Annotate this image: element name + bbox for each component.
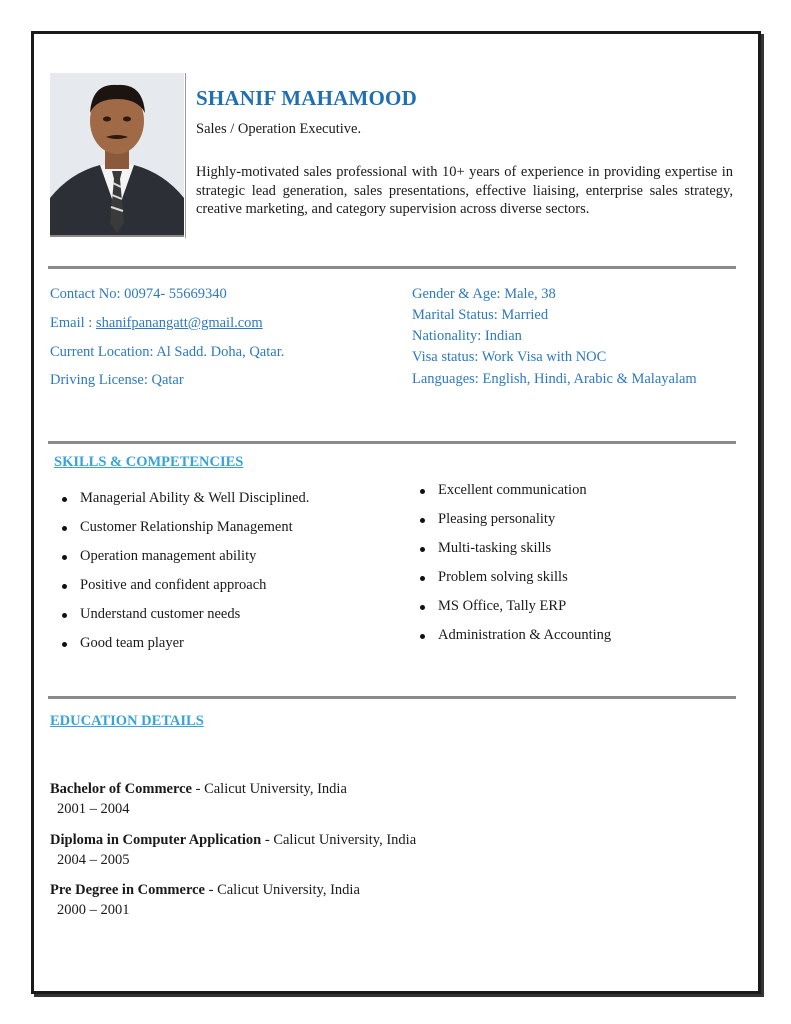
contact-license: Driving License: Qatar: [50, 372, 184, 388]
skill-item: Excellent communication: [412, 482, 611, 511]
skill-item: Pleasing personality: [412, 511, 611, 540]
contact-phone: Contact No: 00974- 55669340: [50, 286, 227, 302]
personal-gender-age: Gender & Age: Male, 38: [412, 286, 556, 302]
section-divider: [48, 266, 736, 269]
skill-item: MS Office, Tally ERP: [412, 598, 611, 627]
section-divider: [48, 696, 736, 699]
skill-item: Multi-tasking skills: [412, 540, 611, 569]
profile-photo-illustration: [50, 73, 184, 235]
skill-item: Administration & Accounting: [412, 627, 611, 656]
skills-list-right: [412, 482, 611, 656]
education-years: 2001 – 2004: [57, 801, 130, 817]
personal-visa: Visa status: Work Visa with NOC: [412, 349, 607, 365]
profile-photo: [50, 73, 184, 237]
contact-email-label: Email :: [50, 315, 96, 331]
education-institution: - Calicut University, India: [205, 882, 360, 898]
skills-list-left: [54, 490, 309, 664]
skill-item: Understand customer needs: [54, 606, 309, 635]
skill-item: Managerial Ability & Well Disciplined.: [54, 490, 309, 519]
education-heading: EDUCATION DETAILS: [50, 713, 204, 729]
education-years: 2000 – 2001: [57, 902, 130, 918]
contact-email-link[interactable]: shanifpanangatt@gmail.com: [95, 315, 263, 331]
education-institution: - Calicut University, India: [261, 832, 417, 848]
section-divider: [48, 441, 736, 444]
education-item: [50, 781, 347, 818]
personal-nationality: Nationality: Indian: [412, 328, 522, 344]
education-item: [50, 832, 416, 869]
photo-divider: [185, 73, 186, 238]
education-years: 2004 – 2005: [57, 852, 130, 868]
candidate-name: SHANIF MAHAMOOD: [196, 86, 417, 110]
profile-summary: Highly-motivated sales professional with 10+ years of experience in providing expertise in strategic lead generation, sales presentations, effective liaising, enterprise sales strategy, creative marketing, and category supervision across diverse sectors.: [196, 164, 733, 217]
skills-heading: SKILLS & COMPETENCIES: [54, 454, 244, 470]
education-degree: Diploma in Computer Application: [50, 832, 262, 848]
skill-item: Positive and confident approach: [54, 577, 309, 606]
education-institution: - Calicut University, India: [192, 781, 347, 797]
education-degree: Bachelor of Commerce: [50, 781, 192, 797]
skill-item: Customer Relationship Management: [54, 519, 309, 548]
education-item: [50, 882, 360, 919]
education-degree: Pre Degree in Commerce: [50, 882, 205, 898]
contact-email-row: [50, 315, 263, 332]
skill-item: Operation management ability: [54, 548, 309, 577]
contact-location: Current Location: Al Sadd. Doha, Qatar.: [50, 344, 285, 360]
job-title: Sales / Operation Executive.: [196, 121, 362, 137]
personal-languages: Languages: English, Hindi, Arabic & Malayalam: [412, 371, 697, 387]
personal-marital: Marital Status: Married: [412, 307, 549, 323]
skill-item: Problem solving skills: [412, 569, 611, 598]
skill-item: Good team player: [54, 635, 309, 664]
